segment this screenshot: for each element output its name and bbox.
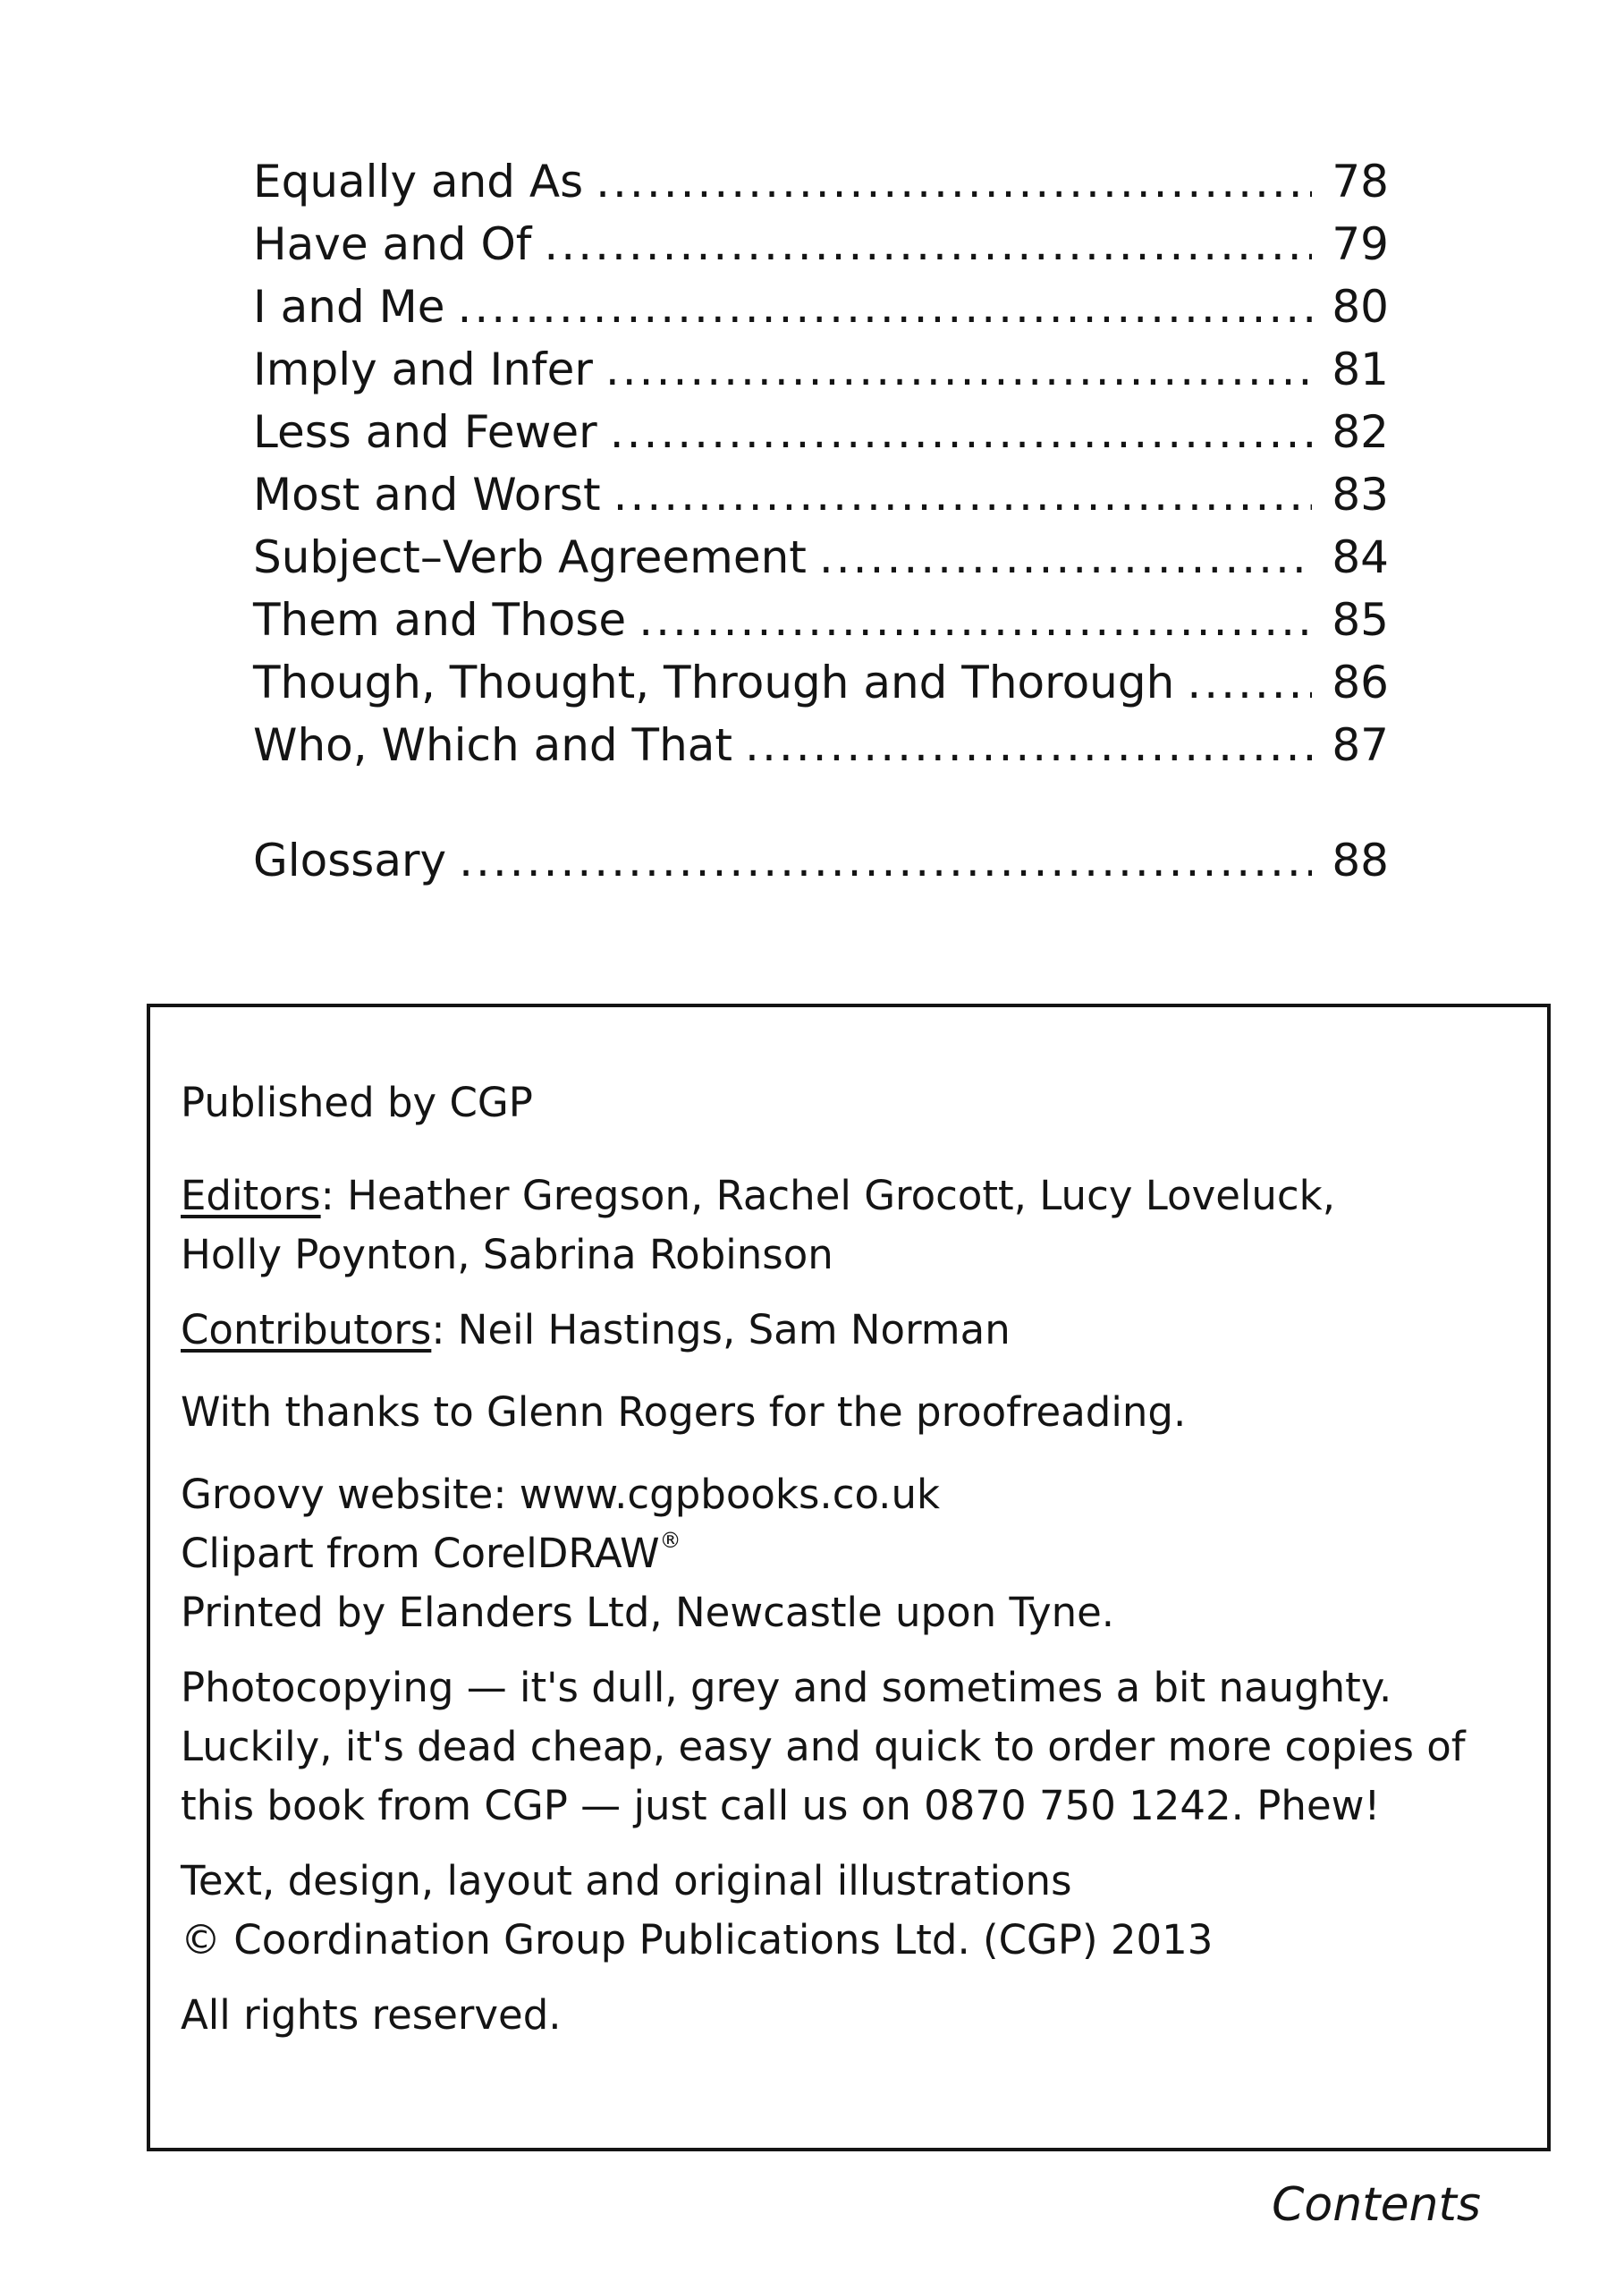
contributors-line (181, 1301, 1517, 1360)
toc-entry-page: 87 (1332, 719, 1389, 771)
toc-entry-page: 86 (1332, 657, 1389, 708)
toc-leader-dots (1187, 651, 1312, 714)
toc-entry[interactable] (253, 651, 1389, 714)
toc-entry-title: Have and Of (253, 218, 532, 270)
toc-entry-page: 82 (1332, 406, 1389, 458)
website-text: Groovy website: www.cgpbooks.co.uk (181, 1471, 941, 1518)
contributors-names: : Neil Hastings, Sam Norman (431, 1306, 1011, 1353)
toc-entry-glossary[interactable] (253, 829, 1389, 892)
toc-entry-title: Though, Thought, Through and Thorough (253, 657, 1175, 708)
editors-label: Editors (181, 1172, 321, 1219)
toc-leader-dots (459, 829, 1312, 892)
toc-entry-page: 85 (1332, 594, 1389, 646)
registered-mark: ® (659, 1528, 681, 1553)
toc-entry[interactable] (253, 276, 1389, 338)
toc-entry-title: Who, Which and That (253, 719, 733, 771)
toc-entry-title: Them and Those (253, 594, 627, 646)
toc-entry-title: Less and Fewer (253, 406, 597, 458)
rights-text: All rights reserved. (181, 1991, 562, 2039)
photocopying-line: Photocopying — it's dull, grey and sometimes a bit naughty. (181, 1664, 1392, 1711)
toc-entry-page: 88 (1332, 835, 1389, 886)
publisher-info-box (147, 1004, 1551, 2151)
editors-names: : Heather Gregson, Rachel Grocott, Lucy Loveluck, (320, 1172, 1336, 1219)
toc-entry-title: Subject–Verb Agreement (253, 531, 807, 583)
editors-names-continued: Holly Poynton, Sabrina Robinson (181, 1231, 833, 1278)
contributors-block (181, 1301, 1517, 1360)
toc-leader-dots (610, 401, 1312, 463)
toc-leader-dots (458, 276, 1312, 338)
editors-block (181, 1166, 1517, 1285)
toc-leader-dots (639, 589, 1312, 651)
credits-block (181, 1465, 1517, 1642)
published-by-text: Published by CGP (181, 1079, 533, 1126)
toc-entry-page: 78 (1332, 156, 1389, 208)
toc-leader-dots (605, 338, 1312, 401)
clipart-text: Clipart from CorelDRAW (181, 1530, 660, 1577)
table-of-contents (253, 150, 1389, 892)
copyright-line: Text, design, layout and original illustrations (181, 1857, 1072, 1904)
toc-entry-page: 81 (1332, 344, 1389, 395)
toc-entry-title: Most and Worst (253, 469, 601, 521)
toc-entry-title: Imply and Infer (253, 344, 593, 395)
toc-leader-dots (596, 150, 1312, 213)
toc-entry[interactable] (253, 526, 1389, 589)
toc-entry-title: I and Me (253, 281, 445, 333)
toc-entry[interactable] (253, 401, 1389, 463)
thanks-text: With thanks to Glenn Rogers for the proofreading. (181, 1388, 1187, 1436)
clipart-line (181, 1524, 1517, 1583)
toc-leader-dots (745, 714, 1312, 776)
toc-entry[interactable] (253, 150, 1389, 213)
photocopying-block (181, 1658, 1517, 1836)
section-footer-label: Contents (1272, 2178, 1481, 2232)
photocopying-line: this book from CGP — just call us on 0870 750 1242. Phew! (181, 1782, 1381, 1829)
toc-entry[interactable] (253, 463, 1389, 526)
photocopying-line: Luckily, it's dead cheap, easy and quick to order more copies of (181, 1723, 1466, 1770)
copyright-line: © Coordination Group Publications Ltd. (CGP) 2013 (181, 1916, 1214, 1963)
toc-entry-page: 84 (1332, 531, 1389, 583)
toc-leader-dots (613, 463, 1312, 526)
toc-entry-title: Glossary (253, 835, 447, 886)
contributors-label: Contributors (181, 1306, 432, 1353)
toc-entry-title: Equally and As (253, 156, 584, 208)
toc-entry[interactable] (253, 338, 1389, 401)
toc-entry[interactable] (253, 714, 1389, 776)
toc-entry-page: 80 (1332, 281, 1389, 333)
editors-line (181, 1166, 1517, 1226)
printed-by-text: Printed by Elanders Ltd, Newcastle upon Tyne. (181, 1589, 1115, 1636)
toc-entry-page: 83 (1332, 469, 1389, 521)
copyright-block (181, 1852, 1517, 1970)
toc-entry[interactable] (253, 589, 1389, 651)
toc-leader-dots (819, 526, 1312, 589)
toc-leader-dots (544, 213, 1312, 276)
toc-entry-page: 79 (1332, 218, 1389, 270)
toc-entry[interactable] (253, 213, 1389, 276)
